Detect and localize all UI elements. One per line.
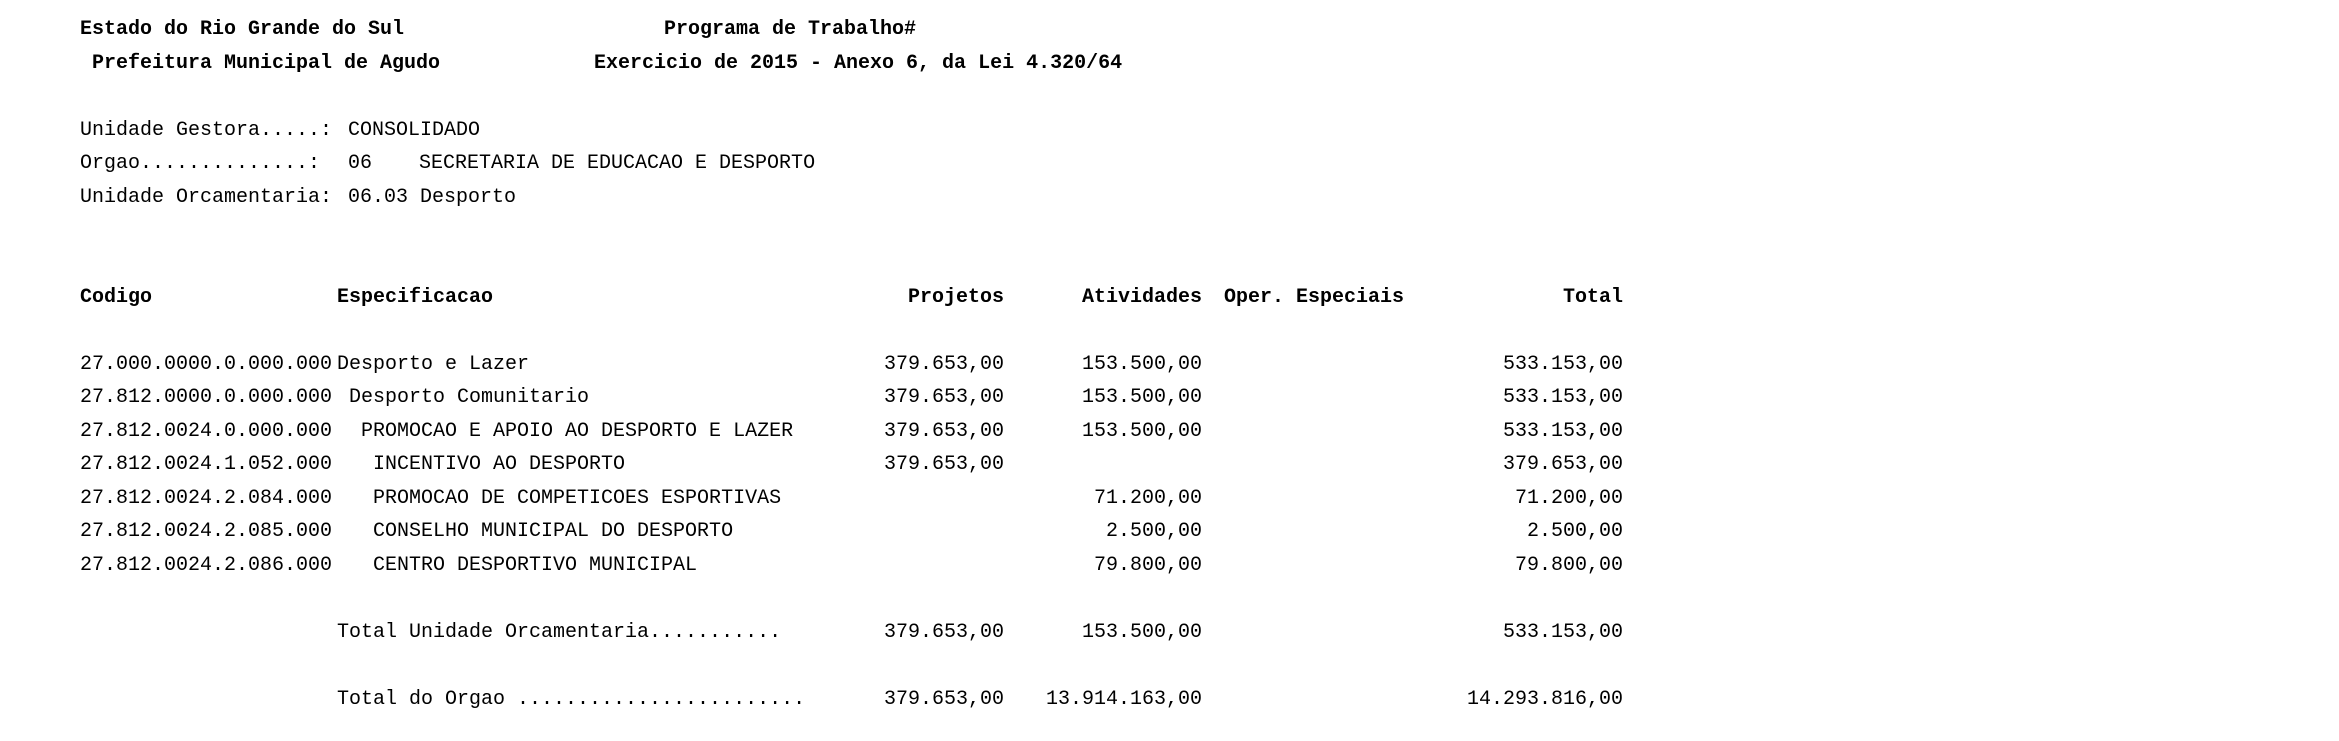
municipality-title: Prefeitura Municipal de Agudo bbox=[92, 52, 441, 75]
row-codigo: 27.812.0024.2.086.000 bbox=[80, 554, 333, 577]
unidade-gestora-label: Unidade Gestora.....: bbox=[80, 119, 333, 142]
row-projetos: 379.653,00 bbox=[883, 386, 1004, 409]
row-especificacao: PROMOCAO E APOIO AO DESPORTO E LAZER bbox=[337, 420, 794, 443]
row-especificacao: Desporto Comunitario bbox=[337, 386, 590, 409]
total-orgao-projetos: 379.653,00 bbox=[883, 688, 1004, 711]
row-atividades: 153.500,00 bbox=[1081, 353, 1202, 376]
row-codigo: 27.812.0024.2.084.000 bbox=[80, 487, 333, 510]
row-especificacao: INCENTIVO AO DESPORTO bbox=[337, 453, 626, 476]
row-total: 533.153,00 bbox=[1502, 386, 1623, 409]
row-codigo: 27.000.0000.0.000.000 bbox=[80, 353, 333, 376]
state-title: Estado do Rio Grande do Sul bbox=[80, 18, 405, 41]
column-header-oper-especiais: Oper. Especiais bbox=[1224, 286, 1405, 309]
row-atividades: 71.200,00 bbox=[1093, 487, 1202, 510]
column-header-atividades: Atividades bbox=[1081, 286, 1202, 309]
orgao-name: SECRETARIA DE EDUCACAO E DESPORTO bbox=[419, 152, 816, 175]
orgao-code: 06 bbox=[348, 152, 373, 175]
row-projetos: 379.653,00 bbox=[883, 353, 1004, 376]
row-codigo: 27.812.0024.0.000.000 bbox=[80, 420, 333, 443]
unidade-gestora-value: CONSOLIDADO bbox=[348, 119, 481, 142]
column-header-total: Total bbox=[1562, 286, 1623, 309]
row-especificacao: PROMOCAO DE COMPETICOES ESPORTIVAS bbox=[337, 487, 782, 510]
unidade-orcamentaria-value: 06.03 Desporto bbox=[348, 186, 517, 209]
row-total: 2.500,00 bbox=[1526, 520, 1623, 543]
row-codigo: 27.812.0000.0.000.000 bbox=[80, 386, 333, 409]
column-header-especificacao: Especificacao bbox=[337, 286, 494, 309]
total-unidade-label: Total Unidade Orcamentaria........... bbox=[337, 621, 782, 644]
row-especificacao: Desporto e Lazer bbox=[337, 353, 530, 376]
row-total: 79.800,00 bbox=[1514, 554, 1623, 577]
row-atividades: 2.500,00 bbox=[1105, 520, 1202, 543]
row-codigo: 27.812.0024.1.052.000 bbox=[80, 453, 333, 476]
total-orgao-total: 14.293.816,00 bbox=[1466, 688, 1623, 711]
program-title: Programa de Trabalho# bbox=[664, 18, 917, 41]
row-total: 379.653,00 bbox=[1502, 453, 1623, 476]
column-header-codigo: Codigo bbox=[80, 286, 153, 309]
row-atividades: 153.500,00 bbox=[1081, 420, 1202, 443]
row-projetos: 379.653,00 bbox=[883, 420, 1004, 443]
row-total: 533.153,00 bbox=[1502, 353, 1623, 376]
row-total: 533.153,00 bbox=[1502, 420, 1623, 443]
unidade-orcamentaria-label: Unidade Orcamentaria: bbox=[80, 186, 333, 209]
row-atividades: 153.500,00 bbox=[1081, 386, 1202, 409]
total-orgao-atividades: 13.914.163,00 bbox=[1045, 688, 1202, 711]
total-unidade-atividades: 153.500,00 bbox=[1081, 621, 1202, 644]
row-projetos: 379.653,00 bbox=[883, 453, 1004, 476]
row-atividades: 79.800,00 bbox=[1093, 554, 1202, 577]
column-header-projetos: Projetos bbox=[907, 286, 1004, 309]
orgao-label: Orgao..............: bbox=[80, 152, 321, 175]
row-especificacao: CONSELHO MUNICIPAL DO DESPORTO bbox=[337, 520, 734, 543]
exercise-title: Exercicio de 2015 - Anexo 6, da Lei 4.320/64 bbox=[594, 52, 1123, 75]
row-codigo: 27.812.0024.2.085.000 bbox=[80, 520, 333, 543]
total-unidade-total: 533.153,00 bbox=[1502, 621, 1623, 644]
row-especificacao: CENTRO DESPORTIVO MUNICIPAL bbox=[337, 554, 698, 577]
total-orgao-label: Total do Orgao ........................ bbox=[337, 688, 806, 711]
total-unidade-projetos: 379.653,00 bbox=[883, 621, 1004, 644]
row-total: 71.200,00 bbox=[1514, 487, 1623, 510]
